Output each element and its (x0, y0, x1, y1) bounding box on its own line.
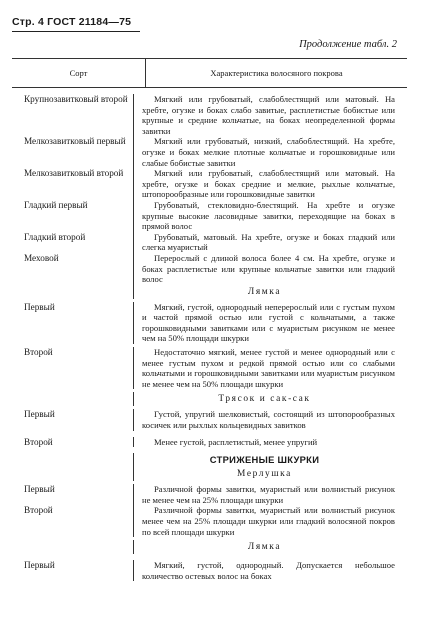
row-sort: Второй (24, 347, 53, 358)
row-characteristic: Грубоватый, стекловидно-блестящий. На хребте и огузке крупные высокие ласовидные завитки, переходящие на боках в прямой волос (133, 200, 395, 232)
row-characteristic: Перерослый с длиной волоса более 4 см. На хребте, огузке и боках расплетистые или крупные кольчатые завитки или гладкий волос (133, 253, 395, 285)
section-heading-row (12, 285, 407, 299)
row-sort: Мелкозавитковый второй (24, 168, 124, 179)
row-sort: Крупнозавитковый второй (24, 94, 128, 104)
row-sort: Первый (24, 560, 55, 571)
table-row (12, 560, 407, 581)
table-row (12, 232, 407, 253)
header-rule (12, 31, 140, 32)
row-characteristic: Мягкий или грубоватый, слабоблестящий или матовый. На хребте, огузке и боках средние и мелкие, рыхлые кольчатые, штопорообразные или горошковидные завитки (133, 168, 395, 200)
row-sort: Второй (24, 505, 53, 516)
table-row (12, 409, 407, 430)
row-sort: Гладкий второй (24, 231, 86, 242)
section-heading-strizhenye: СТРИЖЕНЫЕ ШКУРКИ (133, 453, 395, 467)
section-heading-row (12, 453, 407, 467)
section-heading-merlushka: Мерлушка (133, 467, 395, 481)
row-sort: Мелкозавитковый первый (24, 136, 126, 147)
row-characteristic: Мягкий или грубоватый, низкий, слабоблестящий. На хребте, огузке и боках мелкие плотные кольчатые и горошковидные или слабые бобистые завитки (133, 136, 395, 168)
row-sort: Первый (24, 484, 55, 495)
table-continuation-caption: Продолжение табл. 2 (299, 39, 397, 50)
row-characteristic: Мягкий, густой, однородный неперерослый или с густым пухом и частой прямой остью или густой с кольчатыми, а также горошковидными завитками или с муаристым рисунком не менее чем на 50% площади шкурки (133, 302, 395, 344)
row-characteristic: Мягкий или грубоватый, слабоблестящий или матовый. На хребте, огузке и боках слабо завитые, расплетистые бобистые или крупные и средние кольчатые, на боках неопределенной формы завитки (133, 94, 395, 136)
characteristics-table (12, 58, 407, 581)
page-header: Стр. 4 ГОСТ 21184—75 (12, 16, 132, 28)
table-row (12, 484, 407, 505)
row-sort: Гладкий первый (24, 199, 88, 210)
table-row (12, 505, 407, 537)
row-sort: Первый (24, 301, 55, 312)
section-heading-row (12, 392, 407, 406)
section-heading-row (12, 540, 407, 554)
table-header (12, 58, 407, 88)
row-characteristic: Недостаточно мягкий, менее густой и менее однородный или с менее густым пухом и редкой прямой остью или со слабыми кольчатыми и горошковидными завитками или муаристым рисунком не менее чем на 50% площади шкурки (133, 347, 395, 389)
row-characteristic: Менее густой, расплетистый, менее упругий (133, 437, 395, 448)
table-row (12, 302, 407, 344)
section-heading-lyamka: Лямка (133, 285, 395, 299)
section-heading-tryasok: Трясок и сак-сак (133, 392, 395, 406)
table-row (12, 347, 407, 389)
column-header-characteristic: Характеристика волосяного покрова (210, 68, 343, 78)
section-heading-row (12, 467, 407, 481)
table-row (12, 168, 407, 200)
row-characteristic: Густой, упругий шелковистый, состоящий из штопорообразных косичек или рыхлых кольцевидных завитков (133, 409, 395, 430)
column-header-sort: Сорт (12, 59, 146, 87)
table-row (12, 437, 407, 448)
row-characteristic: Мягкий, густой, однородный. Допускается небольшое количество остевых волос на боках (133, 560, 395, 581)
row-sort: Второй (24, 436, 53, 447)
row-characteristic: Различной формы завитки, муаристый или волнистый рисунок менее чем на 25% площади шкурки или гладкий волосяной покров по всей площади шкурки (133, 505, 395, 537)
row-sort: Меховой (24, 252, 59, 263)
row-sort: Первый (24, 409, 55, 420)
table-row (12, 136, 407, 168)
table-row (12, 253, 407, 285)
table-row (12, 200, 407, 232)
row-characteristic: Различной формы завитки, муаристый или волнистый рисунок не менее чем на 25% площади шкурки (133, 484, 395, 505)
table-row (12, 94, 407, 136)
section-heading-lyamka-2: Лямка (133, 540, 395, 554)
row-characteristic: Грубоватый, матовый. На хребте, огузке и боках гладкий или слегка муаристый (133, 232, 395, 253)
